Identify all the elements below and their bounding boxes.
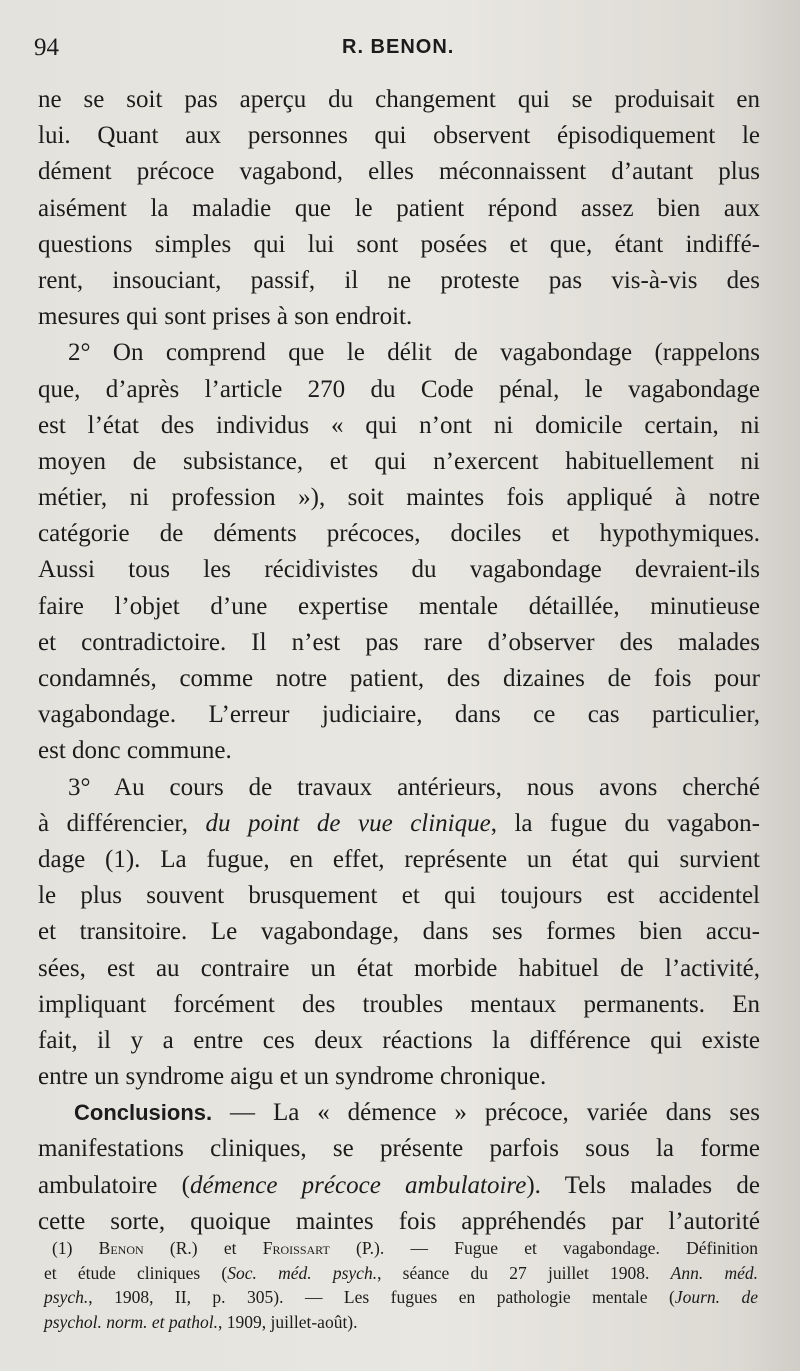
footnote-journal: Soc. méd. psych. — [227, 1262, 378, 1283]
text-line: impliquant forcément des troubles mentaux permanents. En — [38, 990, 760, 1018]
text-line: mesures qui sont prises à son endroit. — [38, 303, 413, 331]
footnote-line — [44, 1261, 758, 1286]
paragraph-start-line: 2° On comprend que le délit de vagabondage (rappelons — [68, 339, 760, 367]
text-line: faire l’objet d’une expertise mentale détaillée, minutieuse — [38, 592, 760, 620]
footnote-line — [44, 1236, 758, 1261]
text-line: moyen de subsistance, et qui n’exercent habituellement ni — [38, 447, 760, 475]
footnote-journal: Ann. méd. — [670, 1262, 758, 1283]
text-line: que, d’après l’article 270 du Code pénal, le vagabondage — [38, 375, 760, 403]
paragraph-start-line: 3° Au cours de travaux antérieurs, nous avons cherché — [68, 773, 760, 801]
footnote-marker: (1) — [52, 1238, 99, 1258]
text-line: le plus souvent brusquement et qui toujours est accidentel — [38, 882, 760, 910]
footnote-segment: , 1908, II, p. 305). — Les fugues en pathologie mentale ( — [88, 1287, 675, 1307]
text-line-with-emphasis — [38, 806, 760, 842]
italic-emphasis: démence précoce ambulatoire — [189, 1171, 527, 1199]
footnote-segment: , séance du 27 juillet 1908. — [377, 1262, 671, 1283]
footnote-journal: psychol. norm. et pathol. — [44, 1311, 219, 1332]
footnote-author: Benon — [98, 1238, 144, 1258]
line-segment: ). Tels malades de — [526, 1171, 760, 1199]
running-head: R. BENON. — [342, 36, 455, 58]
text-line: rent, insouciant, passif, il ne proteste pas vis-à-vis des — [38, 266, 760, 294]
page-number: 94 — [34, 34, 59, 61]
text-line: vagabondage. L’erreur judiciaire, dans ce cas particulier, — [38, 701, 760, 729]
text-line: manifestations cliniques, se présente parfois sous la forme — [38, 1135, 760, 1163]
text-line: condamnés, comme notre patient, des dizaines de fois pour — [38, 665, 760, 692]
text-line: ne se soit pas aperçu du changement qui se produisait en — [38, 86, 760, 113]
text-line: aisément la maladie que le patient répond assez bien aux — [38, 194, 760, 222]
page-header — [34, 34, 760, 64]
text-line: est l’état des individus « qui n’ont ni domicile certain, ni — [38, 411, 760, 439]
line-segment: à différencier, — [38, 809, 206, 837]
text-line: questions simples qui lui sont posées et que, étant indiffé- — [38, 230, 760, 258]
text-line: est donc commune. — [38, 737, 232, 765]
footnote-segment: et étude cliniques ( — [44, 1262, 228, 1283]
body-text — [38, 82, 760, 1240]
footnote-segment: (P.). — Fugue et vagabondage. Définition — [329, 1238, 758, 1258]
text-line: métier, ni profession »), soit maintes fois appliqué à notre — [38, 484, 760, 512]
text-line: fait, il y a entre ces deux réactions la différence qui existe — [38, 1026, 760, 1054]
text-line: et transitoire. Le vagabondage, dans ses formes bien accu- — [38, 918, 760, 946]
footnote-author: Froissart — [262, 1238, 330, 1258]
text-line: cette sorte, quoique maintes fois appréhendés par l’autorité — [38, 1207, 760, 1235]
text-line: dage (1). La fugue, en effet, représente un état qui survient — [38, 845, 760, 873]
footnote-segment: , 1909, juillet-août). — [218, 1311, 358, 1332]
text-line-with-emphasis — [38, 1168, 760, 1204]
conclusions-heading: Conclusions. — [74, 1100, 213, 1126]
footnote-segment: (R.) et — [143, 1238, 263, 1258]
line-segment: , la fugue du vagabon- — [490, 809, 760, 837]
footnote-line — [44, 1285, 758, 1310]
line-segment: ambulatoire ( — [38, 1171, 190, 1199]
text-line: sées, est au contraire un état morbide habituel de l’activité, — [38, 954, 760, 982]
footnote-line — [44, 1310, 758, 1335]
text-line: Aussi tous les récidivistes du vagabondage devraient-ils — [38, 556, 760, 584]
text-line: entre un syndrome aigu et un syndrome chronique. — [38, 1063, 547, 1091]
text-line: dément précoce vagabond, elles méconnaissent d’autant plus — [38, 158, 760, 186]
footnote-journal: Journ. de — [674, 1287, 758, 1307]
text-line: catégorie de déments précoces, dociles et hypothymiques. — [38, 520, 760, 548]
footnote-journal: psych. — [44, 1287, 89, 1307]
conclusions-line — [38, 1095, 760, 1131]
text-line: lui. Quant aux personnes qui observent épisodiquement le — [38, 122, 760, 150]
footnote — [44, 1236, 758, 1334]
text-line: et contradictoire. Il n’est pas rare d’observer des malades — [38, 628, 760, 656]
italic-emphasis: du point de vue clinique — [205, 809, 491, 837]
line-segment: — La « démence » précoce, variée dans ses — [212, 1099, 760, 1127]
